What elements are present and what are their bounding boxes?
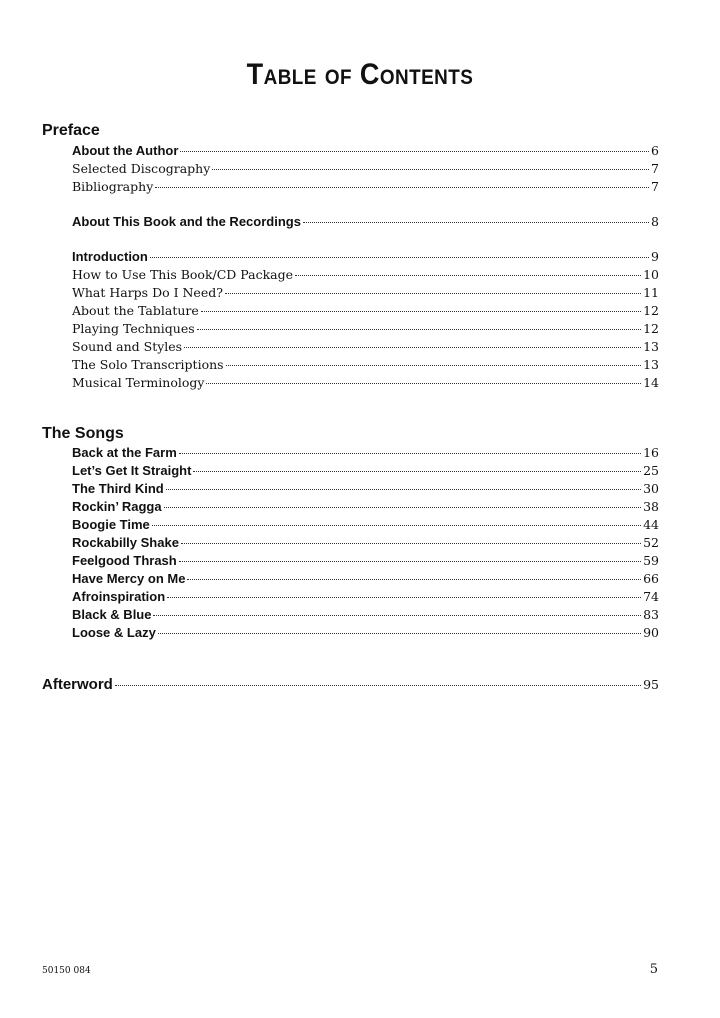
dot-leader bbox=[180, 151, 649, 152]
toc-entry-label: Boogie Time bbox=[72, 517, 150, 532]
toc-entry-label: How to Use This Book/CD Package bbox=[72, 267, 294, 282]
dot-leader bbox=[225, 293, 641, 294]
toc-entry-label: About the Tablature bbox=[72, 303, 199, 318]
dot-leader bbox=[201, 311, 641, 312]
toc-entry-page: 8 bbox=[651, 214, 659, 229]
toc-entry-page: 6 bbox=[651, 143, 659, 158]
dot-leader bbox=[197, 329, 641, 330]
toc-entry-page: 95 bbox=[643, 677, 659, 692]
toc-entry-page: 59 bbox=[643, 553, 659, 568]
toc-entry-label: Bibliography bbox=[72, 179, 154, 194]
toc-entry-song[interactable] bbox=[72, 516, 659, 534]
toc-entry-label: Afroinspiration bbox=[72, 589, 166, 604]
toc-entry-song[interactable] bbox=[72, 606, 659, 624]
toc-entry-song[interactable] bbox=[72, 552, 659, 570]
toc-entry-tablature[interactable] bbox=[72, 302, 659, 320]
dot-leader bbox=[115, 685, 641, 686]
dot-leader bbox=[153, 615, 641, 616]
dot-leader bbox=[187, 579, 641, 580]
toc-entry-about-author[interactable] bbox=[72, 142, 659, 160]
footer-code: 50150 084 bbox=[42, 966, 91, 976]
toc-entry-song[interactable] bbox=[72, 444, 659, 462]
toc-entry-terminology[interactable] bbox=[72, 374, 659, 392]
section-heading-songs: The Songs bbox=[42, 425, 124, 442]
toc-entry-page: 83 bbox=[643, 607, 659, 622]
toc-entry-page: 12 bbox=[643, 303, 659, 318]
section-heading-preface: Preface bbox=[42, 122, 100, 139]
toc-entry-page: 16 bbox=[643, 445, 659, 460]
dot-leader bbox=[152, 525, 641, 526]
toc-entry-label: Playing Techniques bbox=[72, 321, 195, 336]
toc-entry-label: About This Book and the Recordings bbox=[72, 214, 301, 229]
toc-entry-page: 11 bbox=[643, 285, 659, 300]
toc-entry-label: Rockin’ Ragga bbox=[72, 499, 162, 514]
dot-leader bbox=[179, 561, 641, 562]
dot-leader bbox=[206, 383, 641, 384]
toc-entry-label: Sound and Styles bbox=[72, 339, 183, 354]
toc-entry-page: 9 bbox=[651, 249, 659, 264]
toc-entry-song[interactable] bbox=[72, 588, 659, 606]
dot-leader bbox=[179, 453, 641, 454]
toc-entry-page: 10 bbox=[643, 267, 659, 282]
toc-entry-song[interactable] bbox=[72, 480, 659, 498]
toc-entry-page: 14 bbox=[643, 375, 659, 390]
toc-entry-sound-styles[interactable] bbox=[72, 338, 659, 356]
dot-leader bbox=[226, 365, 642, 366]
toc-entry-bibliography[interactable] bbox=[72, 178, 659, 196]
toc-entry-label: Rockabilly Shake bbox=[72, 535, 179, 550]
toc-entry-page: 13 bbox=[643, 339, 659, 354]
toc-entry-solo-transcriptions[interactable] bbox=[72, 356, 659, 374]
dot-leader bbox=[166, 489, 641, 490]
page-number: 5 bbox=[649, 962, 658, 977]
page-title: Table of Contents bbox=[246, 58, 474, 91]
toc-entry-page: 74 bbox=[643, 589, 659, 604]
toc-entry-label: What Harps Do I Need? bbox=[72, 285, 223, 300]
toc-entry-label: Afterword bbox=[42, 676, 113, 693]
toc-entry-page: 38 bbox=[643, 499, 659, 514]
toc-entry-label: Introduction bbox=[72, 249, 148, 264]
toc-entry-song[interactable] bbox=[72, 498, 659, 516]
toc-entry-page: 66 bbox=[643, 571, 659, 586]
toc-entry-page: 90 bbox=[643, 625, 659, 640]
toc-entry-label: The Solo Transcriptions bbox=[72, 357, 224, 372]
dot-leader bbox=[295, 275, 641, 276]
toc-entry-page: 12 bbox=[643, 321, 659, 336]
toc-entry-discography[interactable] bbox=[72, 160, 659, 178]
dot-leader bbox=[167, 597, 641, 598]
toc-entry-label: Have Mercy on Me bbox=[72, 571, 186, 586]
toc-entry-label: About the Author bbox=[72, 143, 179, 158]
toc-entry-page: 44 bbox=[643, 517, 659, 532]
toc-entry-label: Musical Terminology bbox=[72, 375, 205, 390]
toc-entry-label: Selected Discography bbox=[72, 161, 211, 176]
toc-entry-what-harps[interactable] bbox=[72, 284, 659, 302]
dot-leader bbox=[303, 222, 649, 223]
toc-entry-introduction[interactable] bbox=[72, 248, 659, 266]
dot-leader bbox=[158, 633, 641, 634]
toc-entry-label: Feelgood Thrash bbox=[72, 553, 177, 568]
toc-entry-page: 7 bbox=[651, 179, 659, 194]
dot-leader bbox=[193, 471, 641, 472]
toc-entry-song[interactable] bbox=[72, 570, 659, 588]
dot-leader bbox=[155, 187, 649, 188]
toc-entry-page: 7 bbox=[651, 161, 659, 176]
dot-leader bbox=[181, 543, 641, 544]
toc-entry-song[interactable] bbox=[72, 624, 659, 642]
toc-entry-label: The Third Kind bbox=[72, 481, 164, 496]
dot-leader bbox=[212, 169, 649, 170]
toc-entry-song[interactable] bbox=[72, 462, 659, 480]
toc-entry-page: 25 bbox=[643, 463, 659, 478]
toc-entry-label: Loose & Lazy bbox=[72, 625, 156, 640]
toc-entry-label: Back at the Farm bbox=[72, 445, 177, 460]
toc-entry-page: 30 bbox=[643, 481, 659, 496]
toc-entry-afterword[interactable] bbox=[42, 676, 659, 694]
toc-entry-about-book[interactable] bbox=[72, 213, 659, 231]
toc-entry-song[interactable] bbox=[72, 534, 659, 552]
toc-entry-how-to-use[interactable] bbox=[72, 266, 659, 284]
toc-entry-page: 52 bbox=[643, 535, 659, 550]
toc-entry-label: Let’s Get It Straight bbox=[72, 463, 192, 478]
toc-entry-page: 13 bbox=[643, 357, 659, 372]
dot-leader bbox=[184, 347, 641, 348]
dot-leader bbox=[150, 257, 649, 258]
dot-leader bbox=[164, 507, 642, 508]
toc-entry-techniques[interactable] bbox=[72, 320, 659, 338]
toc-entry-label: Black & Blue bbox=[72, 607, 152, 622]
